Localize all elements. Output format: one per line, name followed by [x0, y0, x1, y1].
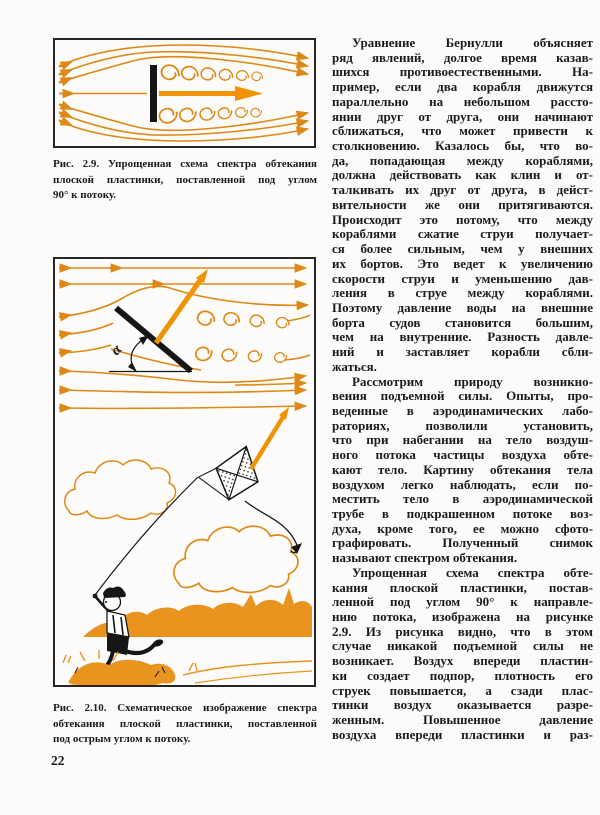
- caption-line: Рис. 2.10. Схематическое изображение спектра: [53, 702, 317, 714]
- text-line: тинки воздух оказывается разре-: [332, 697, 593, 713]
- text-line: вения подъемной силы. Опыты, про-: [332, 388, 593, 404]
- grass: [63, 650, 197, 685]
- text-line: Поэтому давление воды на внешние: [332, 299, 593, 315]
- text-line: да, попадающая между кораблями,: [332, 152, 593, 168]
- text-line: борта судов становится большим,: [332, 314, 593, 330]
- text-line: Уравнение Бернулли объясняет: [352, 35, 593, 50]
- kite-string: [95, 477, 198, 595]
- text-line: кораблями сжатие струи получает-: [332, 226, 593, 242]
- caption-line: под острым углом к потоку.: [53, 733, 191, 745]
- text-line: чем на внутренние. Разность давле-: [332, 329, 593, 345]
- flow-diagram-90deg: [55, 40, 314, 146]
- text-line: трубе в подкрашенном потоке воз-: [332, 506, 593, 521]
- text-line: вительности же они притягиваются.: [332, 196, 593, 212]
- figure-2-10: [53, 257, 316, 687]
- text-line: духа, кроме того, ее можно сфото-: [332, 520, 593, 536]
- text-line: Рассмотрим природу возникно-: [352, 373, 593, 389]
- caption-line: 90° к потоку.: [53, 189, 117, 201]
- text-line: веденные в аэродинамических лабо-: [332, 402, 593, 418]
- text-line: кания плоской пластинки, постав-: [332, 579, 593, 595]
- text-line: сближаться, что может привести к: [332, 123, 593, 139]
- kite-lift-arrow: [251, 407, 289, 469]
- text-line: раториях, позволили установить,: [332, 417, 593, 433]
- text-line: шихся противоестественными. На-: [332, 64, 593, 80]
- text-line: графировать. Полученный снимок: [332, 535, 593, 551]
- text-line: воздуха впереди пластинки и раз-: [332, 726, 593, 742]
- text-line: ний и заставляет корабли сбли-: [332, 344, 593, 360]
- caption-line: плоской пластинки, поставленной под углом: [53, 173, 317, 186]
- vortex-swirls: [196, 311, 289, 362]
- text-line: возникает. Воздух впереди пластин-: [332, 653, 593, 669]
- text-line: 2.9. Из рисунка видно, что в этом: [332, 623, 593, 639]
- text-line: называют спектром обтекания.: [332, 550, 518, 566]
- alpha-label: α: [107, 341, 126, 359]
- text-line: ряд явлений, долгое время казав-: [332, 49, 593, 65]
- caption-line: обтекания плоской пластинки, поставленной: [53, 717, 317, 730]
- figure-2-9: [53, 38, 316, 148]
- kite-flow-diagram: [55, 259, 314, 685]
- text-line: ленной под углом 90° к направле-: [332, 594, 593, 610]
- text-line: что при набегании на тело воздуш-: [332, 432, 593, 448]
- ground-contours: [183, 661, 312, 683]
- flat-plate: [150, 65, 157, 122]
- text-line: янии друг от друга, они начинают: [332, 108, 593, 124]
- text-line: воздухом легко наблюдать, если по-: [332, 476, 593, 492]
- text-line: столкновению. Казалось бы, что во-: [332, 138, 593, 154]
- text-line: пример, если два корабля движутся: [332, 79, 593, 95]
- text-line: случае никакой подъемной силы не: [332, 638, 593, 654]
- lift-arrow: [156, 269, 208, 343]
- text-line: талкивать их друг от друга, в дейст-: [332, 182, 593, 198]
- text-line: должна действовать как клин и от-: [332, 167, 593, 183]
- text-line: жаться.: [332, 358, 377, 374]
- streamlines: [59, 268, 310, 408]
- text-line: ления в струе между кораблями.: [332, 285, 593, 301]
- figure-2-10-caption: [53, 701, 317, 748]
- central-flow-arrow: [159, 86, 263, 101]
- text-line: ного потока частицы воздуха обте-: [332, 447, 593, 463]
- text-line: женным. Повышенное давление: [332, 712, 593, 728]
- text-line: ки создает подпор, плотность его: [332, 667, 593, 683]
- text-line: скорости струи и уменьшению дав-: [332, 270, 593, 286]
- caption-line: Рис. 2.9. Упрощенная схема спектра обтекания: [53, 158, 317, 170]
- text-line: нию потока, изображена на рисунке: [332, 609, 593, 625]
- article-column: [332, 36, 593, 743]
- text-line: Происходит это потому, что между: [332, 211, 593, 227]
- page-number: 22: [51, 753, 65, 768]
- text-line: параллельно на небольшом рассто-: [332, 93, 593, 109]
- text-line: Упрощенная схема спектра обте-: [352, 564, 593, 580]
- clouds: [65, 460, 298, 592]
- figure-2-9-caption: [53, 157, 317, 204]
- text-line: их бортов. Это ведет к увеличению: [332, 255, 593, 271]
- text-line: струек повышается, а сзади плас-: [332, 682, 593, 698]
- text-line: кают тело. Картину обтекания тела: [332, 461, 593, 477]
- text-line: ся более сильным, чем у внешних: [332, 241, 593, 257]
- text-line: местить тело в аэродинамической: [332, 491, 593, 507]
- inclined-plate: [114, 306, 193, 374]
